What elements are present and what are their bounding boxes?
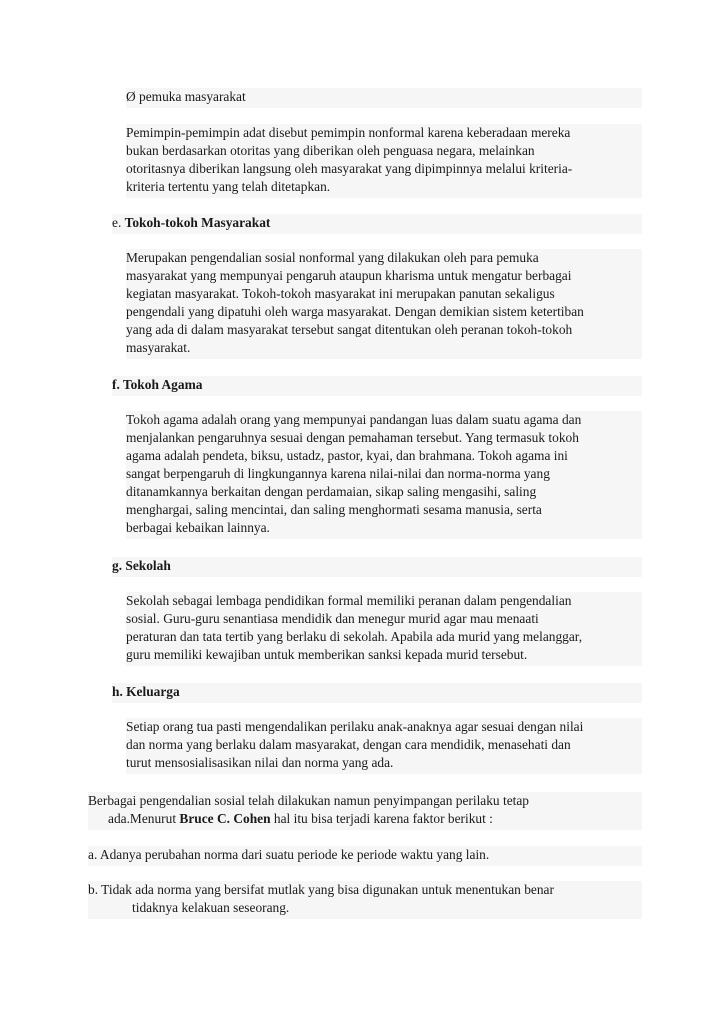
paragraph-line: otoritasnya diberikan langsung oleh masyarakat yang dipimpinnya melalui kriteria-	[126, 161, 573, 176]
summary-paragraph	[88, 792, 642, 830]
paragraph-line: kriteria tertentu yang telah ditetapkan.	[126, 179, 331, 194]
paragraph-line: menghargai, saling mencintai, dan saling menghormati sesama manusia, serta	[126, 502, 542, 517]
factor-a-text: a. Adanya perubahan norma dari suatu periode ke periode waktu yang lain.	[88, 847, 490, 862]
section-e-prefix: e.	[112, 215, 125, 230]
section-e-paragraph	[126, 249, 642, 359]
paragraph-line: pengendali yang dipatuhi oleh warga masyarakat. Dengan demikian sistem ketertiban	[126, 304, 584, 319]
paragraph-line: masyarakat yang mempunyai pengaruh ataupun kharisma untuk mengatur berbagai	[126, 268, 572, 283]
paragraph-line: Pemimpin-pemimpin adat disebut pemimpin nonformal karena keberadaan mereka	[126, 125, 571, 140]
factor-b-line-2: tidaknya kelakuan seseorang.	[132, 900, 290, 915]
paragraph-line: guru memiliki kewajiban untuk memberikan sanksi kepada murid tersebut.	[126, 647, 528, 662]
paragraph-line: yang ada di dalam masyarakat tersebut sangat ditentukan oleh peranan tokoh-tokoh	[126, 322, 573, 337]
paragraph-line: bukan berdasarkan otoritas yang diberikan oleh penguasa negara, melainkan	[126, 143, 535, 158]
paragraph-line: menjalankan pengaruhnya sesuai dengan pemahaman tersebut. Yang termasuk tokoh	[126, 430, 579, 445]
section-e-title: Tokoh-tokoh Masyarakat	[124, 215, 271, 230]
paragraph-line: ditanamkannya berkaitan dengan perdamaian, sikap saling mengasihi, saling	[126, 484, 537, 499]
pemuka-heading-block	[126, 88, 642, 108]
paragraph-line: sangat berpengaruh di lingkungannya karena nilai-nilai dan norma-norma yang	[126, 466, 550, 481]
paragraph-line: turut mensosialisasikan nilai dan norma yang ada.	[126, 755, 394, 770]
summary-line-1: Berbagai pengendalian sosial telah dilakukan namun penyimpangan perilaku tetap	[88, 793, 530, 808]
paragraph-line: sosial. Guru-guru senantiasa mendidik dan menegur murid agar mau menaati	[126, 611, 539, 626]
pemuka-heading: Ø pemuka masyarakat	[126, 89, 246, 104]
section-g-paragraph	[126, 592, 642, 666]
section-h-paragraph	[126, 718, 642, 774]
section-g-heading: g. Sekolah	[112, 558, 171, 573]
paragraph-line: Setiap orang tua pasti mengendalikan perilaku anak-anaknya agar sesuai dengan nilai	[126, 719, 584, 734]
factor-b	[88, 881, 642, 919]
paragraph-line: Sekolah sebagai lembaga pendidikan formal memiliki peranan dalam pengendalian	[126, 593, 572, 608]
summary-line-2-post: hal itu bisa terjadi karena faktor berikut :	[270, 811, 493, 826]
paragraph-line: masyarakat.	[126, 340, 191, 355]
section-g-heading-block	[112, 557, 642, 577]
paragraph-line: agama adalah pendeta, biksu, ustadz, pastor, kyai, dan brahmana. Tokoh agama ini	[126, 448, 568, 463]
factor-b-line-1: b. Tidak ada norma yang bersifat mutlak yang bisa digunakan untuk menentukan benar	[88, 882, 554, 897]
section-h-heading: h. Keluarga	[112, 684, 180, 699]
paragraph-line: peraturan dan tata tertib yang berlaku di sekolah. Apabila ada murid yang melanggar,	[126, 629, 583, 644]
section-e-heading-block	[112, 214, 642, 234]
author-name: Bruce C. Cohen	[179, 811, 271, 826]
section-e-heading	[112, 214, 642, 232]
section-f-paragraph	[126, 411, 642, 539]
section-h-heading-block	[112, 683, 642, 703]
factor-a	[88, 846, 642, 866]
paragraph-line: kegiatan masyarakat. Tokoh-tokoh masyarakat ini merupakan panutan sekaligus	[126, 286, 555, 301]
paragraph-line: dan norma yang berlaku dalam masyarakat, dengan cara mendidik, menasehati dan	[126, 737, 571, 752]
section-f-heading: f. Tokoh Agama	[112, 377, 203, 392]
summary-line-2	[88, 810, 642, 828]
pemuka-paragraph	[126, 124, 642, 198]
summary-line-2-pre: ada.Menurut	[108, 811, 180, 826]
paragraph-line: berbagai kebaikan lainnya.	[126, 520, 270, 535]
section-f-heading-block	[112, 376, 642, 396]
paragraph-line: Merupakan pengendalian sosial nonformal yang dilakukan oleh para pemuka	[126, 250, 539, 265]
paragraph-line: Tokoh agama adalah orang yang mempunyai pandangan luas dalam suatu agama dan	[126, 412, 582, 427]
